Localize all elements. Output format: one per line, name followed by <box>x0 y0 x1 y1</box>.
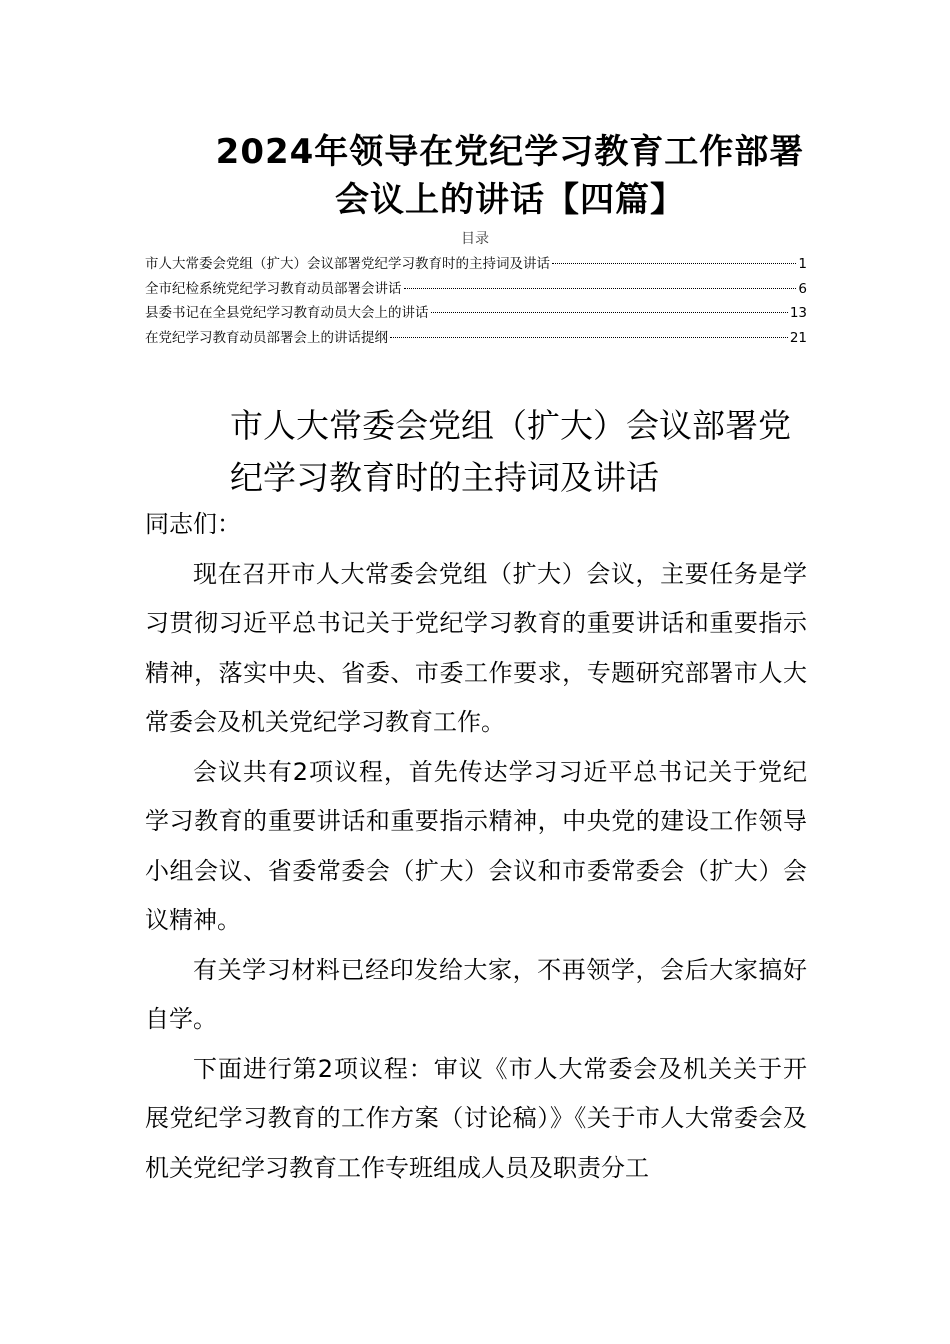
toc-leader-dots <box>431 312 788 313</box>
toc-leader-dots <box>552 263 796 264</box>
toc-entry-title: 市人大常委会党组（扩大）会议部署党纪学习教育时的主持词及讲话 <box>145 256 550 272</box>
paragraph: 有关学习材料已经印发给大家，不再领学，会后大家搞好自学。 <box>145 955 807 1033</box>
section-title: 市人大常委会党组（扩大）会议部署党纪学习教育时的主持词及讲话 <box>230 406 791 497</box>
toc-leader-dots <box>404 288 797 289</box>
toc-heading: 目录 <box>461 231 489 247</box>
table-of-contents <box>145 252 807 350</box>
paragraph: 下面进行第2项议程：审议《市人大常委会及机关关于开展党纪学习教育的工作方案（讨论稿）》《关于市人大常委会及机关党纪学习教育工作专班组成人员及职责分工 <box>145 1054 807 1182</box>
body-text <box>145 500 807 1193</box>
toc-entry-title: 在党纪学习教育动员部署会上的讲话提纲 <box>145 329 388 346</box>
toc-entry-title: 全市纪检系统党纪学习教育动员部署会讲话 <box>145 280 402 297</box>
toc-entry-page: 21 <box>789 329 807 346</box>
toc-entry[interactable] <box>145 326 807 351</box>
document-title: 2024年领导在党纪学习教育工作部署会议上的讲话【四篇】 <box>215 132 805 220</box>
salutation: 同志们： <box>145 510 241 538</box>
paragraph: 会议共有2项议程，首先传达学习习近平总书记关于党纪学习教育的重要讲话和重要指示精神，中央党的建设工作领导小组会议、省委常委会（扩大）会议和市委常委会（扩大）会议精神。 <box>145 757 807 934</box>
toc-entry-page: 1 <box>798 256 807 272</box>
toc-entry-page: 6 <box>798 280 807 297</box>
toc-leader-dots <box>390 337 788 338</box>
toc-entry[interactable] <box>145 252 807 277</box>
toc-entry-page: 13 <box>789 305 807 321</box>
toc-entry-title: 县委书记在全县党纪学习教育动员大会上的讲话 <box>145 305 429 321</box>
toc-entry[interactable] <box>145 301 807 326</box>
toc-entry[interactable] <box>145 277 807 302</box>
paragraph: 现在召开市人大常委会党组（扩大）会议，主要任务是学习贯彻习近平总书记关于党纪学习教育的重要讲话和重要指示精神，落实中央、省委、市委工作要求，专题研究部署市人大常委会及机关党纪学习教育工作。 <box>145 559 807 736</box>
